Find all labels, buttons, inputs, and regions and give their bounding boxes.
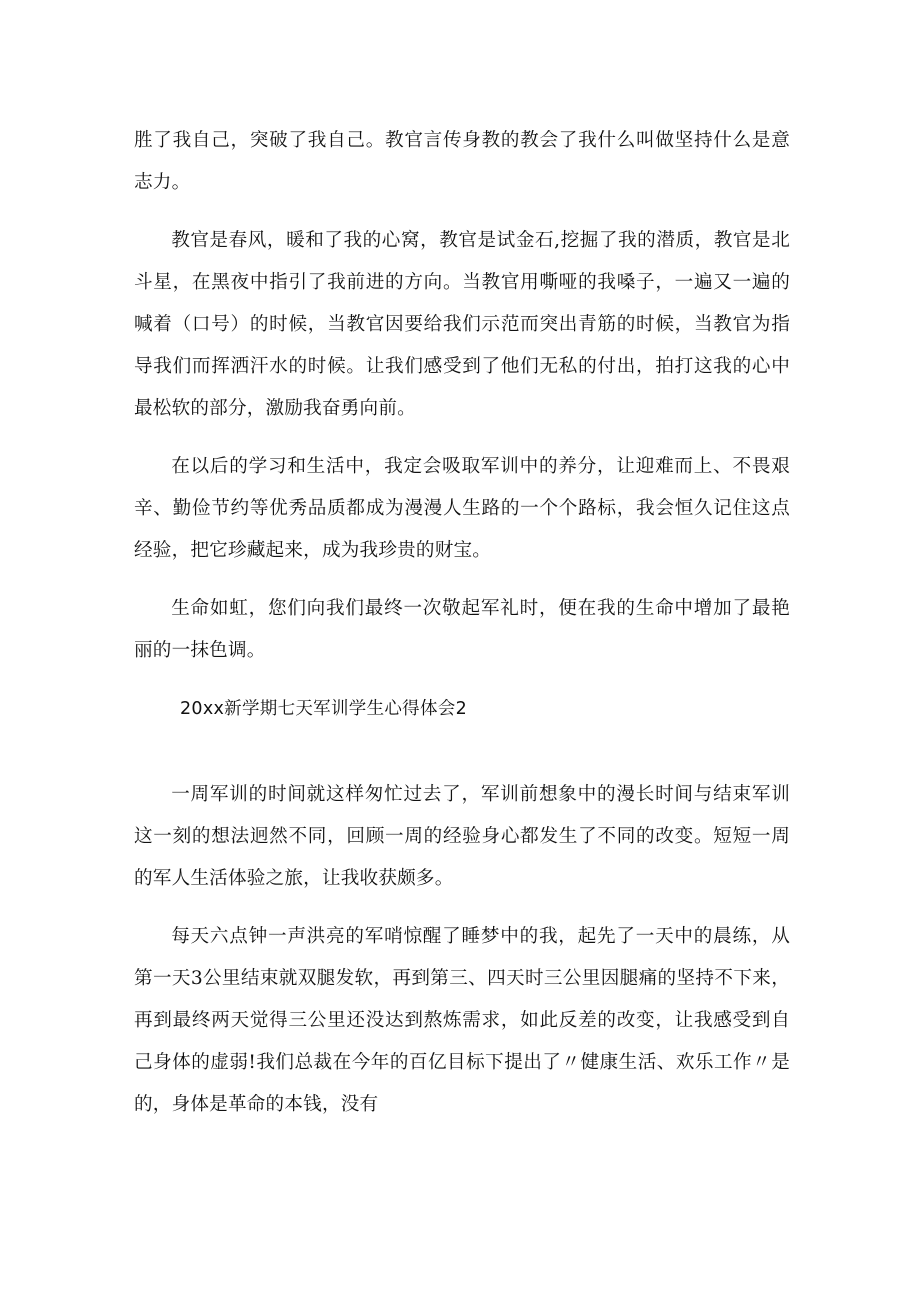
paragraph-instructor: 教官是春风，暖和了我的心窝，教官是试金石,挖掘了我的潜质，教官是北斗星，在黑夜中指引了我前进的方向。当教官用嘶哑的我嗓子，一遍又一遍的喊着（口号）的时候，当教官因要给我们示范而突出青筋的时候，当教官为指导我们而挥洒汗水的时候。让我们感受到了他们无私的付出，拍打这我的心中最松软的部分，激励我奋勇向前。 <box>134 230 790 419</box>
paragraph-continuation: 胜了我自己，突破了我自己。教官言传身教的教会了我什么叫做坚持什么是意志力。 <box>134 130 790 193</box>
document-body <box>134 120 790 1142</box>
paragraph-future: 在以后的学习和生活中，我定会吸取军训中的养分，让迎难而上、不畏艰辛、勤俭节约等优秀品质都成为漫漫人生路的一个个路标，我会恒久记住这点经验，把它珍藏起来，成为我珍贵的财宝。 <box>134 456 790 561</box>
section-title: 20xx新学期七天军训学生心得体会2 <box>180 699 468 719</box>
paragraph-morning: 每天六点钟一声洪亮的军哨惊醒了睡梦中的我，起先了一天中的晨练，从第一天3公里结束就双腿发软，再到第三、四天时三公里因腿痛的坚持不下来，再到最终两天觉得三公里还没达到熬炼需求，如此反差的改变，让我感受到自己身体的虚弱!我们总裁在今年的百亿目标下提出了〃健康生活、欢乐工作〃是的，身体是革命的本钱，没有 <box>134 926 790 1115</box>
paragraph-rainbow: 生命如虹，您们向我们最终一次敬起军礼时，便在我的生命中增加了最艳丽的一抹色调。 <box>134 598 790 661</box>
paragraph-week: 一周军训的时间就这样匆忙过去了，军训前想象中的漫长时间与结束军训这一刻的想法迥然不同，回顾一周的经验身心都发生了不同的改变。短短一周的军人生活体验之旅，让我收获颇多。 <box>134 784 790 889</box>
